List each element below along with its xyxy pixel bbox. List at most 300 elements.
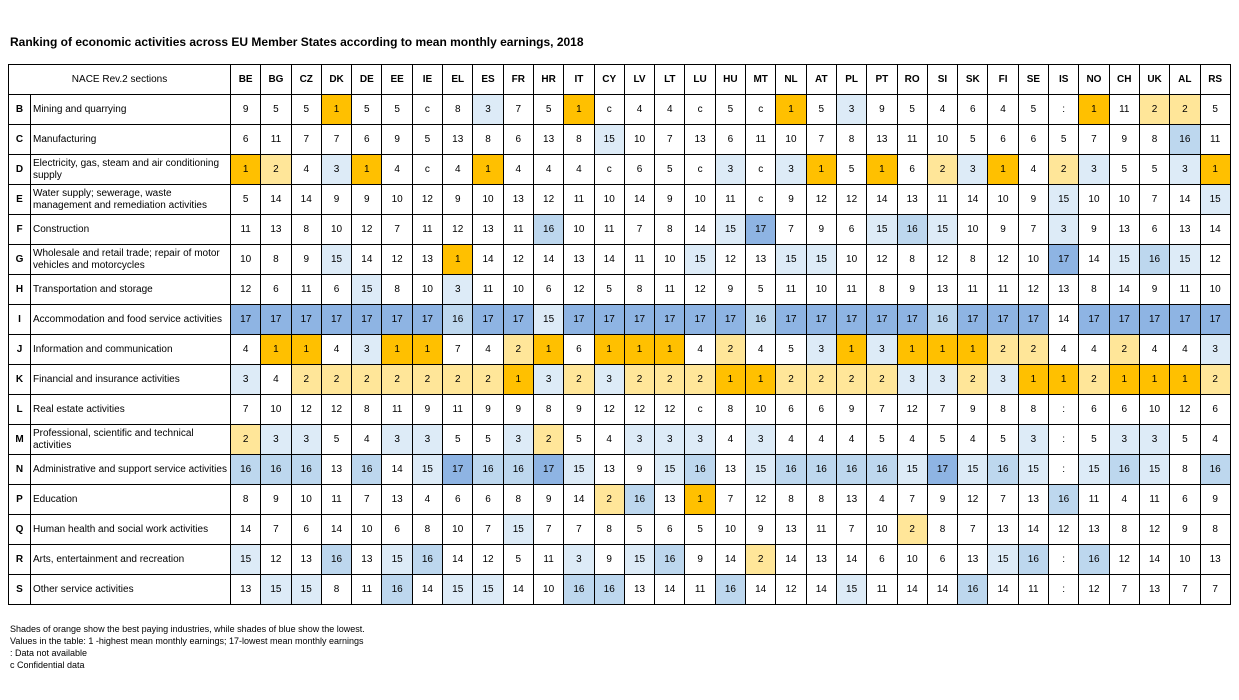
rank-cell: 7 xyxy=(1079,125,1109,155)
rank-cell: 15 xyxy=(746,455,776,485)
rank-cell: 1 xyxy=(1109,365,1139,395)
rank-cell: 16 xyxy=(1109,455,1139,485)
rank-cell: c xyxy=(594,155,624,185)
country-header-be: BE xyxy=(231,65,261,95)
rank-cell: 17 xyxy=(291,305,321,335)
rank-cell: 7 xyxy=(321,125,351,155)
rank-cell: 7 xyxy=(352,485,382,515)
rank-cell: 13 xyxy=(1109,215,1139,245)
table-row xyxy=(9,365,1231,395)
rank-cell: 4 xyxy=(685,335,715,365)
rank-cell: 11 xyxy=(1018,575,1048,605)
table-row xyxy=(9,275,1231,305)
rank-cell: 7 xyxy=(715,485,745,515)
rank-cell: 13 xyxy=(1139,575,1169,605)
rank-cell: 11 xyxy=(1170,275,1200,305)
rank-cell: 1 xyxy=(443,245,473,275)
rank-cell: 16 xyxy=(594,575,624,605)
rank-cell: 8 xyxy=(897,245,927,275)
rank-cell: 17 xyxy=(533,455,563,485)
rank-cell: 8 xyxy=(382,275,412,305)
rank-cell: 1 xyxy=(321,95,351,125)
rank-cell: 1 xyxy=(1079,95,1109,125)
rank-cell: 3 xyxy=(1170,155,1200,185)
rank-cell: 16 xyxy=(624,485,654,515)
rank-cell: 15 xyxy=(231,545,261,575)
rank-cell: 15 xyxy=(927,215,957,245)
rank-cell: 7 xyxy=(1109,575,1139,605)
country-header-no: NO xyxy=(1079,65,1109,95)
rank-cell: 6 xyxy=(715,125,745,155)
rank-cell: 14 xyxy=(1109,275,1139,305)
rank-cell: 9 xyxy=(503,395,533,425)
rank-cell: 2 xyxy=(533,425,563,455)
rank-cell: 12 xyxy=(624,395,654,425)
section-label: Water supply; sewerage, waste management and remediation activities xyxy=(31,185,231,215)
rank-cell: 3 xyxy=(564,545,594,575)
rank-cell: 12 xyxy=(1018,275,1048,305)
rank-cell: 9 xyxy=(291,245,321,275)
section-label: Information and communication xyxy=(31,335,231,365)
section-label: Real estate activities xyxy=(31,395,231,425)
section-code: F xyxy=(9,215,31,245)
rank-cell: 12 xyxy=(443,215,473,245)
country-header-el: EL xyxy=(443,65,473,95)
rank-cell: 16 xyxy=(897,215,927,245)
rank-cell: 2 xyxy=(897,515,927,545)
rank-cell: 4 xyxy=(594,425,624,455)
rank-cell: 17 xyxy=(746,215,776,245)
rank-cell: 15 xyxy=(594,125,624,155)
rank-cell: 10 xyxy=(685,185,715,215)
rank-cell: 8 xyxy=(655,215,685,245)
rank-cell: 4 xyxy=(897,425,927,455)
nace-header: NACE Rev.2 sections xyxy=(9,65,231,95)
rank-cell: 3 xyxy=(533,365,563,395)
rank-cell: 12 xyxy=(746,485,776,515)
rank-cell: 14 xyxy=(382,455,412,485)
rank-cell: c xyxy=(685,155,715,185)
rank-cell: 10 xyxy=(473,185,503,215)
rank-cell: 7 xyxy=(867,395,897,425)
rank-cell: 11 xyxy=(806,515,836,545)
section-label: Other service activities xyxy=(31,575,231,605)
rank-cell: 4 xyxy=(412,485,442,515)
rank-cell: 12 xyxy=(1170,395,1200,425)
rank-cell: 5 xyxy=(1200,95,1230,125)
rank-cell: 6 xyxy=(1018,125,1048,155)
rank-cell: 2 xyxy=(564,365,594,395)
rank-cell: 15 xyxy=(897,455,927,485)
rank-cell: 17 xyxy=(776,305,806,335)
rank-cell: 5 xyxy=(533,95,563,125)
rank-cell: 11 xyxy=(867,575,897,605)
rank-cell: 9 xyxy=(564,395,594,425)
rank-cell: 4 xyxy=(382,155,412,185)
rank-cell: 11 xyxy=(624,245,654,275)
section-code: J xyxy=(9,335,31,365)
rank-cell: 6 xyxy=(867,545,897,575)
country-header-at: AT xyxy=(806,65,836,95)
rank-cell: 11 xyxy=(776,275,806,305)
rank-cell: 5 xyxy=(958,125,988,155)
rank-cell: 14 xyxy=(988,575,1018,605)
rank-cell: 8 xyxy=(564,125,594,155)
table-row xyxy=(9,335,1231,365)
rank-cell: 9 xyxy=(594,545,624,575)
rank-cell: 1 xyxy=(897,335,927,365)
rank-cell: 9 xyxy=(988,215,1018,245)
rank-cell: 4 xyxy=(1170,335,1200,365)
footnote-line: Shades of orange show the best paying industries, while shades of blue show the lowest. xyxy=(10,624,365,634)
rank-cell: 15 xyxy=(503,515,533,545)
rank-cell: 5 xyxy=(382,95,412,125)
rank-cell: 5 xyxy=(836,155,866,185)
rank-cell: 5 xyxy=(776,335,806,365)
rank-cell: 15 xyxy=(261,575,291,605)
rank-cell: 9 xyxy=(1018,185,1048,215)
rank-cell: 13 xyxy=(231,575,261,605)
rank-cell: 5 xyxy=(715,95,745,125)
rank-cell: 11 xyxy=(715,185,745,215)
rank-cell: 4 xyxy=(655,95,685,125)
rank-cell: 9 xyxy=(897,275,927,305)
rank-cell: 1 xyxy=(685,485,715,515)
rank-cell: 17 xyxy=(261,305,291,335)
rank-cell: 6 xyxy=(776,395,806,425)
rank-cell: 8 xyxy=(1109,515,1139,545)
rank-cell: 9 xyxy=(927,485,957,515)
rank-cell: 17 xyxy=(352,305,382,335)
rank-cell: 7 xyxy=(806,125,836,155)
rank-cell: 4 xyxy=(564,155,594,185)
section-code: K xyxy=(9,365,31,395)
rank-cell: 10 xyxy=(624,125,654,155)
rank-cell: 7 xyxy=(261,515,291,545)
rank-cell: 3 xyxy=(503,425,533,455)
rank-cell: 8 xyxy=(776,485,806,515)
country-header-al: AL xyxy=(1170,65,1200,95)
rank-cell: 13 xyxy=(321,455,351,485)
rank-cell: c xyxy=(685,395,715,425)
rank-cell: : xyxy=(1049,395,1079,425)
rank-cell: 6 xyxy=(503,125,533,155)
rank-cell: 1 xyxy=(231,155,261,185)
rank-cell: 13 xyxy=(836,485,866,515)
rank-cell: 5 xyxy=(1139,155,1169,185)
rank-cell: 8 xyxy=(503,485,533,515)
rank-cell: 16 xyxy=(352,455,382,485)
rank-cell: 1 xyxy=(1018,365,1048,395)
rank-cell: 4 xyxy=(443,155,473,185)
rank-cell: 14 xyxy=(352,245,382,275)
rank-cell: 17 xyxy=(624,305,654,335)
rank-cell: 13 xyxy=(1170,215,1200,245)
rank-cell: 17 xyxy=(1018,305,1048,335)
rank-cell: 3 xyxy=(715,155,745,185)
rank-cell: 4 xyxy=(806,425,836,455)
rank-cell: 16 xyxy=(867,455,897,485)
rank-cell: 1 xyxy=(1049,365,1079,395)
rank-cell: 12 xyxy=(321,395,351,425)
rank-cell: c xyxy=(412,155,442,185)
rank-cell: 16 xyxy=(715,575,745,605)
rank-cell: 14 xyxy=(836,545,866,575)
country-header-is: IS xyxy=(1049,65,1079,95)
rank-cell: 12 xyxy=(1079,575,1109,605)
rank-cell: 8 xyxy=(321,575,351,605)
rank-cell: 5 xyxy=(746,275,776,305)
rank-cell: 10 xyxy=(806,275,836,305)
rank-cell: 5 xyxy=(867,425,897,455)
rank-cell: 4 xyxy=(776,425,806,455)
rank-cell: 12 xyxy=(291,395,321,425)
rank-cell: 6 xyxy=(564,335,594,365)
rank-cell: : xyxy=(1049,575,1079,605)
rank-cell: 6 xyxy=(927,545,957,575)
rank-cell: 8 xyxy=(958,245,988,275)
rank-cell: 6 xyxy=(1139,215,1169,245)
rank-cell: 12 xyxy=(503,245,533,275)
page-title: Ranking of economic activities across EU Member States according to mean monthly earnings, 2018 xyxy=(10,35,584,49)
rank-cell: 12 xyxy=(1049,515,1079,545)
rank-cell: 4 xyxy=(231,335,261,365)
section-label: Professional, scientific and technical activities xyxy=(31,425,231,455)
rank-cell: 17 xyxy=(988,305,1018,335)
rank-cell: 17 xyxy=(836,305,866,335)
rank-cell: 1 xyxy=(624,335,654,365)
rank-cell: 12 xyxy=(685,275,715,305)
rank-cell: 3 xyxy=(897,365,927,395)
rank-cell: 8 xyxy=(988,395,1018,425)
country-header-hr: HR xyxy=(533,65,563,95)
section-label: Financial and insurance activities xyxy=(31,365,231,395)
rank-cell: 2 xyxy=(352,365,382,395)
rank-cell: 5 xyxy=(655,155,685,185)
table-row xyxy=(9,125,1231,155)
section-code: R xyxy=(9,545,31,575)
rank-cell: 4 xyxy=(261,365,291,395)
rank-cell: 9 xyxy=(685,545,715,575)
rank-cell: 3 xyxy=(1049,215,1079,245)
rank-cell: 5 xyxy=(443,425,473,455)
rank-cell: 11 xyxy=(927,185,957,215)
rank-cell: 14 xyxy=(1018,515,1048,545)
rank-cell: 14 xyxy=(291,185,321,215)
rank-cell: 11 xyxy=(958,275,988,305)
rank-cell: 5 xyxy=(1170,425,1200,455)
rank-cell: 9 xyxy=(1139,275,1169,305)
rank-cell: 13 xyxy=(988,515,1018,545)
rank-cell: 1 xyxy=(958,335,988,365)
table-row xyxy=(9,575,1231,605)
section-label: Accommodation and food service activities xyxy=(31,305,231,335)
rank-cell: 16 xyxy=(836,455,866,485)
rank-cell: 16 xyxy=(443,305,473,335)
rank-cell: 9 xyxy=(443,185,473,215)
rank-cell: 14 xyxy=(473,245,503,275)
rank-cell: 3 xyxy=(382,425,412,455)
rank-cell: 11 xyxy=(352,575,382,605)
rank-cell: 7 xyxy=(1170,575,1200,605)
rank-cell: 17 xyxy=(231,305,261,335)
country-header-ch: CH xyxy=(1109,65,1139,95)
rank-cell: 6 xyxy=(291,515,321,545)
rank-cell: 15 xyxy=(382,545,412,575)
rank-cell: 1 xyxy=(867,155,897,185)
rank-cell: 1 xyxy=(503,365,533,395)
rank-cell: 16 xyxy=(1018,545,1048,575)
rank-cell: 10 xyxy=(321,215,351,245)
rank-cell: 16 xyxy=(1049,485,1079,515)
rank-cell: 13 xyxy=(624,575,654,605)
rank-cell: 2 xyxy=(927,155,957,185)
country-header-ee: EE xyxy=(382,65,412,95)
rank-cell: 16 xyxy=(655,545,685,575)
rank-cell: 2 xyxy=(473,365,503,395)
rank-cell: 13 xyxy=(352,545,382,575)
rank-cell: 13 xyxy=(958,545,988,575)
rank-cell: 13 xyxy=(927,275,957,305)
rank-cell: 14 xyxy=(533,245,563,275)
rank-cell: 2 xyxy=(1200,365,1230,395)
rank-cell: 1 xyxy=(927,335,957,365)
country-header-uk: UK xyxy=(1139,65,1169,95)
rank-cell: 7 xyxy=(988,485,1018,515)
rank-cell: 17 xyxy=(655,305,685,335)
rank-cell: 3 xyxy=(1200,335,1230,365)
rank-cell: 12 xyxy=(261,545,291,575)
section-code: S xyxy=(9,575,31,605)
country-header-cz: CZ xyxy=(291,65,321,95)
rank-cell: 4 xyxy=(291,155,321,185)
rank-cell: 14 xyxy=(503,575,533,605)
rank-cell: 1 xyxy=(806,155,836,185)
rank-cell: 10 xyxy=(1200,275,1230,305)
rank-cell: 11 xyxy=(231,215,261,245)
country-header-lt: LT xyxy=(655,65,685,95)
rank-cell: 12 xyxy=(1200,245,1230,275)
rank-cell: 6 xyxy=(1170,485,1200,515)
rank-cell: 15 xyxy=(624,545,654,575)
rank-cell: 10 xyxy=(533,575,563,605)
rank-cell: 4 xyxy=(1079,335,1109,365)
rank-cell: 7 xyxy=(776,215,806,245)
rank-cell: 11 xyxy=(594,215,624,245)
rank-cell: 6 xyxy=(836,215,866,245)
rank-cell: 6 xyxy=(1109,395,1139,425)
rank-cell: 14 xyxy=(564,485,594,515)
rank-cell: 10 xyxy=(867,515,897,545)
rank-cell: 9 xyxy=(836,395,866,425)
rank-cell: 15 xyxy=(443,575,473,605)
rank-cell: 10 xyxy=(352,515,382,545)
rank-cell: 4 xyxy=(1109,485,1139,515)
country-header-cy: CY xyxy=(594,65,624,95)
rank-cell: 17 xyxy=(1079,305,1109,335)
rank-cell: c xyxy=(685,95,715,125)
rank-cell: : xyxy=(1049,95,1079,125)
country-header-de: DE xyxy=(352,65,382,95)
rank-cell: 2 xyxy=(655,365,685,395)
rank-cell: 4 xyxy=(1049,335,1079,365)
rank-cell: 8 xyxy=(473,125,503,155)
rank-cell: 3 xyxy=(1139,425,1169,455)
rank-cell: 17 xyxy=(897,305,927,335)
rank-cell: 8 xyxy=(352,395,382,425)
rank-cell: 15 xyxy=(1139,455,1169,485)
rank-cell: 15 xyxy=(321,245,351,275)
section-label: Wholesale and retail trade; repair of motor vehicles and motorcycles xyxy=(31,245,231,275)
rank-cell: 8 xyxy=(1139,125,1169,155)
section-code: G xyxy=(9,245,31,275)
rank-cell: 3 xyxy=(988,365,1018,395)
rank-cell: 8 xyxy=(231,485,261,515)
rank-cell: 11 xyxy=(564,185,594,215)
rank-cell: 13 xyxy=(715,455,745,485)
rank-cell: 10 xyxy=(1018,245,1048,275)
rank-cell: 6 xyxy=(443,485,473,515)
rank-cell: 13 xyxy=(473,215,503,245)
rank-cell: c xyxy=(746,155,776,185)
rank-cell: 11 xyxy=(655,275,685,305)
footnote-line: Values in the table: 1 -highest mean monthly earnings; 17-lowest mean monthly earnings xyxy=(10,636,364,646)
rank-cell: 16 xyxy=(564,575,594,605)
rank-cell: 7 xyxy=(958,515,988,545)
rank-cell: 11 xyxy=(321,485,351,515)
rank-cell: 3 xyxy=(836,95,866,125)
rank-cell: 3 xyxy=(685,425,715,455)
rank-cell: 4 xyxy=(503,155,533,185)
rank-cell: 13 xyxy=(594,455,624,485)
rank-cell: 16 xyxy=(927,305,957,335)
rank-cell: 17 xyxy=(685,305,715,335)
rank-cell: 9 xyxy=(352,185,382,215)
rank-cell: 17 xyxy=(1170,305,1200,335)
rank-cell: 11 xyxy=(1200,125,1230,155)
rank-cell: 4 xyxy=(1139,335,1169,365)
rank-cell: 9 xyxy=(1079,215,1109,245)
rank-cell: c xyxy=(412,95,442,125)
section-label: Construction xyxy=(31,215,231,245)
rank-cell: 13 xyxy=(867,125,897,155)
rank-cell: 5 xyxy=(806,95,836,125)
rank-cell: 11 xyxy=(685,575,715,605)
rank-cell: 7 xyxy=(564,515,594,545)
rank-cell: 11 xyxy=(533,545,563,575)
rank-cell: 2 xyxy=(1109,335,1139,365)
rank-cell: 3 xyxy=(624,425,654,455)
rank-cell: 14 xyxy=(231,515,261,545)
rank-cell: 16 xyxy=(321,545,351,575)
rank-cell: 12 xyxy=(867,245,897,275)
rank-cell: 16 xyxy=(503,455,533,485)
rank-cell: 5 xyxy=(897,95,927,125)
table-row xyxy=(9,95,1231,125)
section-code: D xyxy=(9,155,31,185)
section-label: Transportation and storage xyxy=(31,275,231,305)
section-code: C xyxy=(9,125,31,155)
rank-cell: 15 xyxy=(685,245,715,275)
rank-cell: 9 xyxy=(806,215,836,245)
rank-cell: 3 xyxy=(352,335,382,365)
country-header-lu: LU xyxy=(685,65,715,95)
rank-cell: 12 xyxy=(958,485,988,515)
rank-cell: 1 xyxy=(533,335,563,365)
rank-cell: 16 xyxy=(533,215,563,245)
rank-cell: 14 xyxy=(776,545,806,575)
rank-cell: 15 xyxy=(988,545,1018,575)
